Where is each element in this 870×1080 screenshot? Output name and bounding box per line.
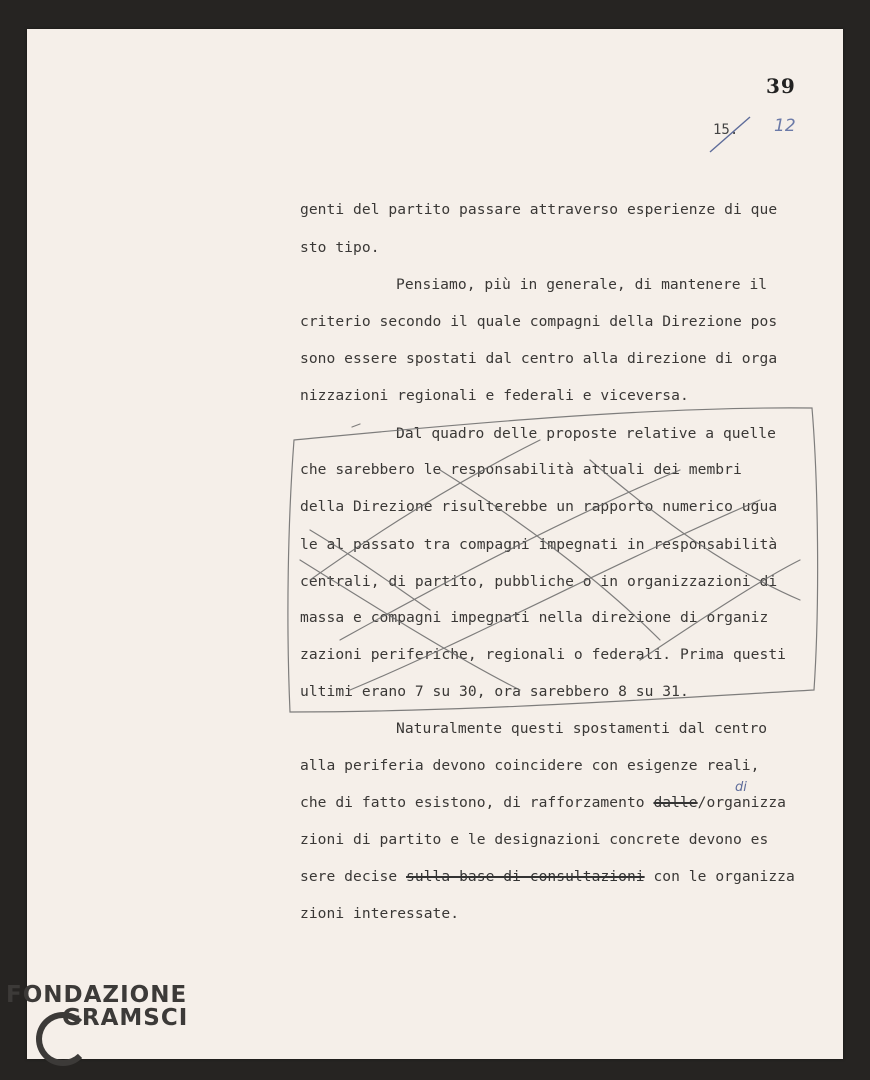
text-line: criterio secondo il quale compagni della Direzione pos (300, 313, 778, 330)
crossed-text-line: Dal quadro delle proposte relative a quelle (396, 425, 776, 442)
text-line: sere decise sulla base di consultazioni con le organizza (300, 868, 795, 885)
handwritten-page-number: 12 (774, 116, 796, 136)
text-line: alla periferia devono coincidere con esigenze reali, (300, 757, 760, 774)
text-line: Naturalmente questi spostamenti dal centro (396, 720, 768, 737)
text-line: sto tipo. (300, 239, 380, 256)
handwritten-insertion: di (735, 780, 747, 795)
crossed-text-line: zazioni periferiche, regionali o federali. Prima questi (300, 646, 786, 663)
crossed-text-line: che sarebbero le responsabilità attuali dei membri (300, 461, 742, 478)
text-line: nizzazioni regionali e federali e viceversa. (300, 387, 689, 404)
page-number: 39 (766, 74, 796, 98)
crossed-text-line: della Direzione risulterebbe un rapporto numerico ugua (300, 498, 778, 515)
watermark-logo-icon (36, 1012, 90, 1066)
text-line: zioni interessate. (300, 905, 460, 922)
crossed-text-line: le al passato tra compagni impegnati in responsabilità (300, 536, 778, 553)
crossed-text-line: massa e compagni impegnati nella direzione di organiz (300, 609, 769, 626)
text-line: zioni di partito e le designazioni concrete devono es (300, 831, 769, 848)
crossed-text-line: centrali, di partito, pubbliche o in organizzazioni di (300, 573, 778, 590)
old-page-number: 15. (713, 122, 739, 138)
struck-word: dalle (653, 794, 698, 811)
text-line: sono essere spostati dal centro alla direzione di orga (300, 350, 778, 367)
watermark: FONDAZIONE GRAMSCI (6, 982, 189, 1031)
crossed-text-line: ultimi erano 7 su 30, ora sarebbero 8 su 31. (300, 683, 689, 700)
struck-phrase: sulla base di consultazioni (406, 868, 645, 885)
text-line: genti del partito passare attraverso esperienze di que (300, 201, 778, 218)
text-line: che di fatto esistono, di rafforzamento dalle/organizza (300, 794, 787, 811)
text-line: Pensiamo, più in generale, di mantenere il (396, 276, 768, 293)
